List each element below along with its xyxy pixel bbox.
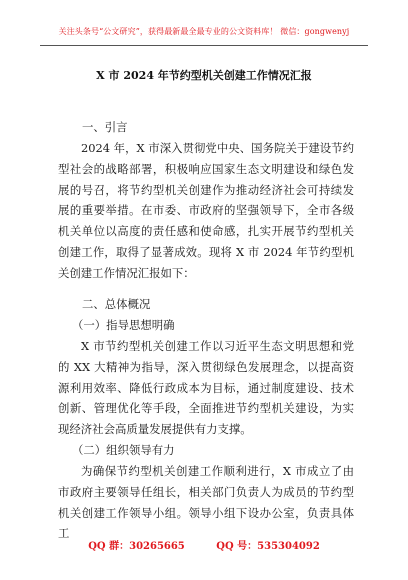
footer-qq-number: QQ 号：535304092 <box>216 541 320 552</box>
header-divider <box>40 45 368 46</box>
section-heading-overview: 二、总体概况 <box>82 297 151 311</box>
subsection-heading-leadership: （二）组织领导有力 <box>72 443 175 457</box>
header-note: 关注头条号“公文研究”，获得最新最全最专业的公文资料库！ 微信：gongwenyj <box>58 27 350 36</box>
footer-contact <box>0 537 408 552</box>
subsection-heading-guiding: （一）指导思想明确 <box>72 318 175 332</box>
guiding-paragraph: X 市节约型机关创建工作以习近平生态文明思想和党的 XX 大精神为指导，深入贯彻绿色发展理念，以提高资源利用效率、降低行政成本为目标，通过制度建设、技术创新、管理优化等手段，全面推进节约型机关建设，为实现经济社会高质量发展提供有力支撑。 <box>58 339 354 437</box>
intro-paragraph: 2024 年，X 市深入贯彻党中央、国务院关于建设节约型社会的战略部署，积极响应国家生态文明建设和绿色发展的号召，将节约型机关创建作为推动经济社会可持续发展的重要举措。在市委、市政府的坚强领导下，全市各级机关单位以高度的责任感和使命感，扎实开展节约型机关创建工作，取得了显著成效。现将 X 市 2024 年节约型机关创建工作情况汇报如下： <box>58 141 354 280</box>
document-title: X 市 2024 年节约型机关创建工作情况汇报 <box>96 69 312 82</box>
footer-qq-group: QQ 群：30265665 <box>88 541 185 552</box>
leadership-paragraph: 为确保节约型机关创建工作顺利进行，X 市成立了由市政府主要领导任组长，相关部门负责人为成员的节约型机关创建工作领导小组。领导小组下设办公室，负责具体工 <box>58 464 354 541</box>
section-heading-intro: 一、引言 <box>82 120 128 134</box>
